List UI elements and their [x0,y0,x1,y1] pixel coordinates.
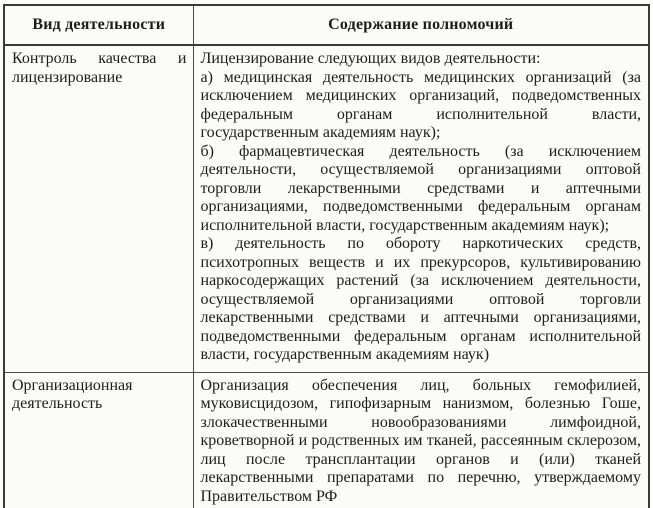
activity-cell: Контроль качества и лицензирование [4,45,193,372]
activity-cell: Организационная деятельность [4,372,193,508]
table-header-row [4,5,649,45]
content-line: б) фармацевтическая деятельность (за исключением деятельности, осуществляемой организациями оптовой торговли лекарственными средствами и аптечными организациями, подведомственными федеральным органам исполнительной власти, государственным академиям наук); [200,142,641,234]
powers-table [3,4,650,508]
table-row [4,372,649,508]
content-line: Лицензирование следующих видов деятельности: [200,50,541,67]
content-cell [193,372,649,508]
content-line: а) медицинская деятельность медицинских организаций (за исключением медицинских организаций, подведомственных федеральным органам исполнительной власти, государственным академиям наук); [200,68,641,141]
column-header-content: Содержание полномочий [193,5,649,45]
table-row [4,45,649,372]
content-line: Организация обеспечения лиц, больных гемофилией, муковисцидозом, гипофизарным нанизмом, болезнью Гоше, злокачественными новообразованиями лимфоидной, кроветворной и родственных им тканей, рассеянным склерозом, лиц после трансплантации органов и (или) тканей лекарственными препаратами по перечню, утверждаемому Правительством РФ [200,376,641,505]
table-body [4,45,649,508]
content-cell [193,45,649,372]
content-line: в) деятельность по обороту наркотических средств, психотропных веществ и их прекурсоров, культивированию наркосодержащих растений (за исключением деятельности, осуществляемой организациями оптовой торговли лекарственными средствами и аптечными организациями, подведомственными федеральным органам исполнительной власти, государственным академиям наук) [200,235,641,363]
column-header-activity: Вид деятельности [4,5,193,45]
